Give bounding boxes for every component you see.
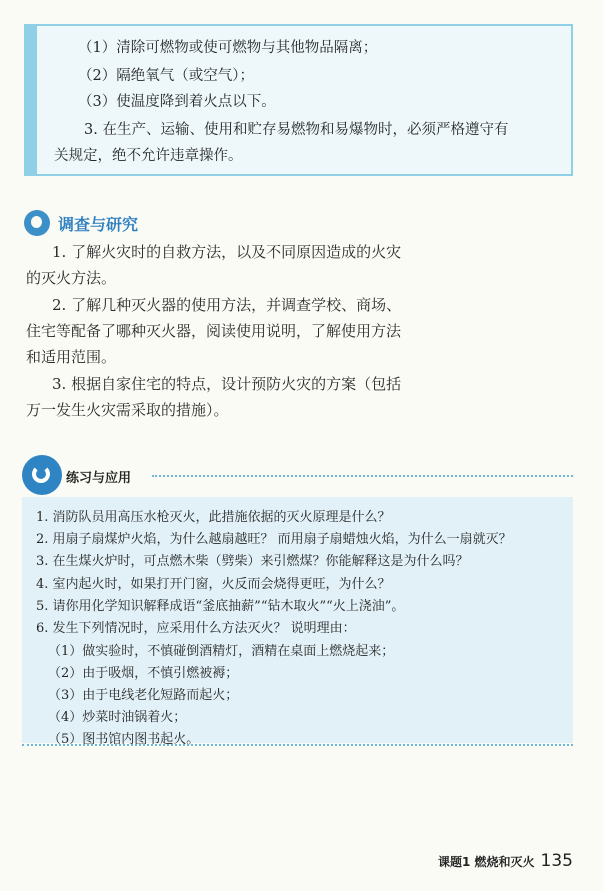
pencil-badge-icon (22, 455, 62, 495)
sub-item-1: （1）做实验时，不慎碰倒酒精灯，酒精在桌面上燃烧起来； (48, 644, 395, 659)
survey-line-7: 万一发生火灾需采取的措施）。 (26, 401, 229, 419)
question-2: 2. 用扇子扇煤炉火焰，为什么越扇越旺？ 而用扇子扇蜡烛火焰，为什么一扇就灭？ (36, 532, 512, 547)
speech-bubble-icon (24, 210, 50, 236)
survey-line-2: 的灭火方法。 (26, 269, 117, 287)
page-number: 135 (540, 851, 573, 871)
sub-item-4: （4）炒菜时油锅着火； (48, 710, 187, 725)
survey-line-6: 3. 根据自家住宅的特点，设计预防火灾的方案（包括 (52, 375, 402, 393)
lesson-label: 课题1 燃烧和灭火 (438, 855, 535, 869)
question-4: 4. 室内起火时，如果打开门窗，火反而会烧得更旺，为什么？ (36, 577, 391, 592)
question-1: 1. 消防队员用高压水枪灭火，此措施依据的灭火原理是什么？ (36, 510, 391, 525)
summary-line-5: 关规定，绝不允许违章操作。 (54, 148, 243, 164)
question-6: 6. 发生下列情况时，应采用什么方法灭火？ 说明理由： (36, 621, 356, 636)
exercise-bottom-divider (22, 744, 573, 746)
exercise-header (22, 455, 573, 497)
summary-line-1: （1）清除可燃物或使可燃物与其他物品隔离； (78, 40, 378, 56)
sub-item-3: （3）由于电线老化短路而起火； (48, 688, 239, 703)
survey-title: 调查与研究 (58, 215, 139, 234)
summary-box (24, 24, 573, 176)
exercise-title: 练习与应用 (66, 471, 132, 486)
question-5: 5. 请你用化学知识解释成语“釜底抽薪”“钻木取火”“火上浇油”。 (36, 599, 405, 614)
summary-line-2: （2）隔绝氧气（或空气）； (78, 68, 254, 84)
survey-line-4: 住宅等配备了哪种灭火器，阅读使用说明，了解使用方法 (26, 322, 402, 340)
survey-line-3: 2. 了解几种灭火器的使用方法，并调查学校、商场、 (52, 296, 402, 314)
survey-line-5: 和适用范围。 (26, 348, 117, 366)
summary-line-4: 3. 在生产、运输、使用和贮存易燃物和易爆物时，必须严格遵守有 (84, 122, 509, 138)
summary-line-3: （3）使温度降到着火点以下。 (78, 94, 276, 110)
summary-box-stripe (26, 26, 37, 174)
survey-line-1: 1. 了解火灾时的自救方法，以及不同原因造成的火灾 (52, 243, 402, 261)
sub-item-2: （2）由于吸烟，不慎引燃被褥； (48, 666, 239, 681)
sub-item-5: （5）图书馆内图书起火。 (48, 732, 200, 747)
page-footer (438, 851, 573, 871)
question-3: 3. 在生煤火炉时，可点燃木柴（劈柴）来引燃煤？你能解释这是为什么吗？ (36, 554, 469, 569)
exercise-divider (152, 475, 573, 477)
